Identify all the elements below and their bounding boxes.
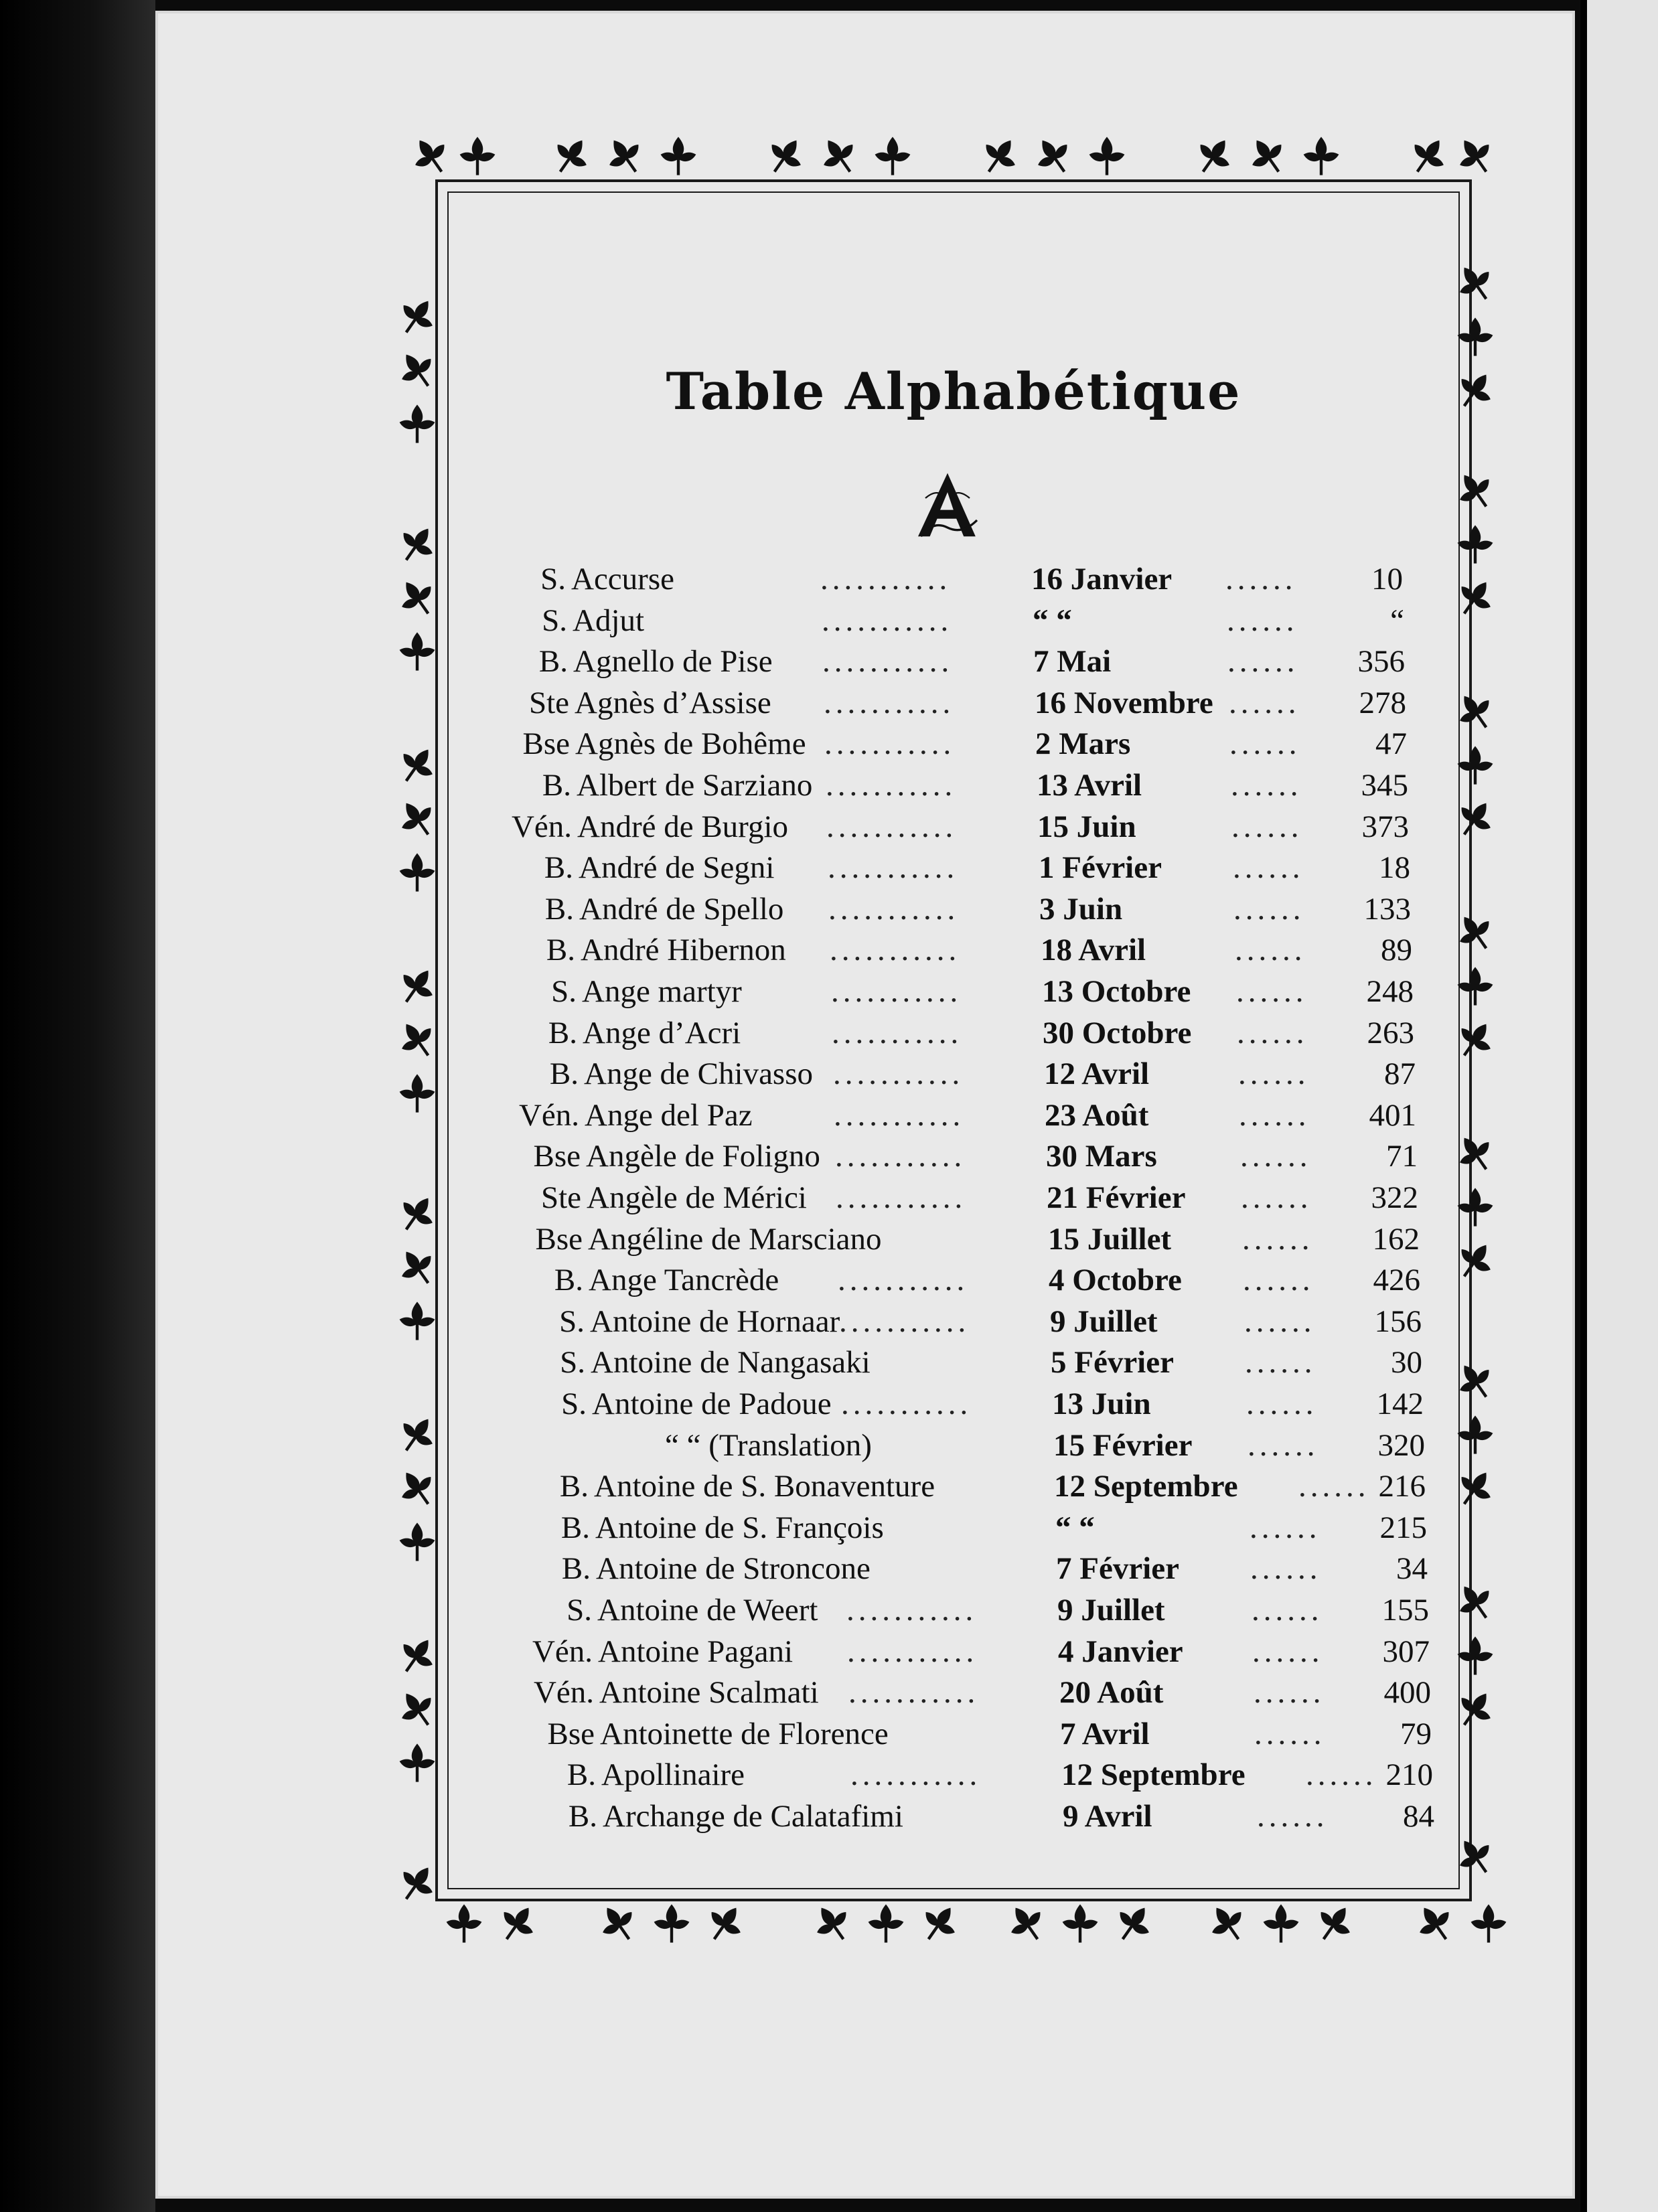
leader-dots: ...... — [1243, 1263, 1314, 1297]
table-row — [0, 1468, 1658, 1506]
entry-title: Bse — [533, 1139, 581, 1174]
leader-dots: ...... — [1242, 1222, 1314, 1257]
table-row — [0, 1304, 1658, 1341]
leader-dots: ...... — [1233, 892, 1305, 927]
leader-dots: ...... — [1231, 809, 1303, 844]
leader-dots: ........... — [850, 1757, 982, 1792]
entry-page-number: 162 — [1372, 1222, 1420, 1257]
entry-page-number: 426 — [1373, 1263, 1420, 1297]
leader-dots: ...... — [1252, 1593, 1323, 1628]
entry-name: Antoine de Padoue — [592, 1387, 832, 1421]
table-row — [0, 891, 1658, 929]
entry-date: 16 Novembre — [1035, 686, 1213, 720]
entry-page-number: 215 — [1379, 1510, 1427, 1545]
entry-date: 12 Septembre — [1061, 1757, 1246, 1792]
entry-title: B. — [561, 1551, 591, 1586]
entry-title: S. — [567, 1593, 592, 1628]
entry-page-number: 278 — [1359, 686, 1406, 720]
entry-name: Antoine Scalmati — [599, 1675, 819, 1710]
table-row — [0, 726, 1658, 763]
entry-name: André de Burgio — [577, 809, 789, 844]
entry-date: 21 Février — [1047, 1180, 1186, 1215]
entry-name: Agnès de Bohême — [575, 726, 806, 761]
entry-date: “ “ — [1033, 603, 1072, 638]
table-row — [0, 1551, 1658, 1588]
entry-date: 7 Mai — [1033, 644, 1112, 679]
entry-page-number: 373 — [1361, 809, 1409, 844]
page-title: Table Alphabétique — [666, 362, 1241, 421]
leader-dots: ...... — [1244, 1304, 1316, 1339]
table-row — [0, 685, 1658, 722]
entry-page-number: 30 — [1391, 1345, 1422, 1380]
leader-dots: ........... — [826, 768, 957, 803]
entry-name: Ange martyr — [582, 974, 742, 1009]
entry-title: B. — [549, 1056, 579, 1091]
leader-dots: ...... — [1250, 1510, 1321, 1545]
entry-name: “ “ (Translation) — [665, 1428, 872, 1463]
fleuron-leaf-icon — [1466, 1901, 1511, 1946]
leader-dots: ........... — [822, 644, 954, 679]
fleuron-leaf-icon — [864, 1901, 908, 1946]
entry-date: 12 Avril — [1044, 1056, 1150, 1091]
entry-date: 20 Août — [1059, 1675, 1164, 1710]
entry-title: B. — [546, 933, 575, 967]
leader-dots: ........... — [848, 1675, 980, 1710]
entry-name: Antoine de Hornaar — [590, 1304, 840, 1339]
entry-date: 13 Juin — [1052, 1387, 1151, 1421]
entry-name: Albert de Sarziano — [577, 768, 813, 803]
entry-name: Adjut — [573, 603, 645, 638]
table-row — [0, 809, 1658, 846]
entry-page-number: 345 — [1361, 768, 1408, 803]
entry-page-number: 210 — [1385, 1757, 1433, 1792]
entry-name: Angèle de Foligno — [586, 1139, 820, 1174]
entry-title: S. — [559, 1304, 585, 1339]
table-row — [0, 1427, 1658, 1465]
table-row — [0, 1757, 1658, 1794]
table-row — [0, 1798, 1658, 1836]
entry-title: B. — [560, 1510, 590, 1545]
fleuron-leaf-icon — [1453, 522, 1497, 566]
table-row — [0, 1716, 1658, 1753]
entry-page-number: 84 — [1403, 1799, 1434, 1834]
leader-dots: ........... — [847, 1634, 978, 1669]
leader-dots: ...... — [1236, 974, 1308, 1009]
entry-title: S. — [561, 1387, 587, 1421]
fleuron-leaf-icon — [650, 1901, 694, 1946]
leader-dots: ...... — [1227, 644, 1299, 679]
entry-page-number: 142 — [1376, 1387, 1424, 1421]
entry-name: Apollinaire — [601, 1757, 745, 1792]
entry-title: Vén. — [511, 809, 572, 844]
leader-dots: ...... — [1235, 933, 1306, 967]
entry-page-number: 356 — [1357, 644, 1405, 679]
table-row — [0, 850, 1658, 887]
entry-date: 9 Juillet — [1057, 1593, 1165, 1628]
leader-dots: ...... — [1257, 1799, 1329, 1834]
entry-name: Accurse — [571, 562, 674, 597]
entry-name: Antoine de Nangasaki — [591, 1345, 871, 1380]
table-row — [0, 1221, 1658, 1259]
entry-page-number: 79 — [1400, 1717, 1432, 1751]
decorated-letter-a-icon — [911, 469, 984, 542]
entry-date: 16 Janvier — [1031, 562, 1173, 597]
entry-title: Bse — [547, 1717, 595, 1751]
leader-dots: ........... — [824, 726, 956, 761]
leader-dots: ........... — [831, 974, 962, 1009]
entry-date: 12 Septembre — [1054, 1469, 1238, 1504]
entry-page-number: 320 — [1377, 1428, 1425, 1463]
entry-page-number: 87 — [1384, 1056, 1416, 1091]
leader-dots: ........... — [834, 1098, 965, 1133]
leader-dots: ...... — [1227, 603, 1298, 638]
entry-name: Ange Tancrède — [589, 1263, 779, 1297]
leader-dots: ........... — [839, 1304, 970, 1339]
entry-name: Antoinette de Florence — [600, 1717, 889, 1751]
entry-name: Antoine de Stroncone — [596, 1551, 871, 1586]
table-row — [0, 643, 1658, 681]
entry-title: B. — [538, 644, 568, 679]
entry-title: B. — [559, 1469, 589, 1504]
fleuron-leaf-icon — [871, 134, 915, 178]
entry-name: Angèle de Mérici — [587, 1180, 807, 1215]
entry-name: Antoine Pagani — [598, 1634, 794, 1669]
leader-dots: ...... — [1306, 1757, 1377, 1792]
entry-title: Vén. — [533, 1675, 594, 1710]
entry-name: André de Spello — [579, 892, 784, 927]
leader-dots: ...... — [1250, 1551, 1322, 1586]
entry-date: “ “ — [1055, 1510, 1095, 1545]
entry-page-number: 89 — [1381, 933, 1412, 967]
table-row — [0, 1674, 1658, 1712]
fleuron-leaf-icon — [1259, 1901, 1303, 1946]
fleuron-leaf-icon — [1085, 134, 1129, 178]
entry-date: 13 Octobre — [1042, 974, 1191, 1009]
table-row — [0, 1138, 1658, 1176]
entry-title: B. — [567, 1757, 596, 1792]
entry-date: 5 Février — [1051, 1345, 1174, 1380]
entry-name: Ange del Paz — [585, 1098, 753, 1133]
leader-dots: ........... — [841, 1387, 972, 1421]
table-row — [0, 1634, 1658, 1671]
entry-title: Bse — [522, 726, 570, 761]
leader-dots: ...... — [1233, 850, 1304, 885]
leader-dots: ........... — [824, 686, 955, 720]
entry-page-number: 155 — [1381, 1593, 1429, 1628]
table-row — [0, 1262, 1658, 1299]
entry-name: Antoine de S. Bonaventure — [594, 1469, 935, 1504]
leader-dots: ........... — [833, 1056, 964, 1091]
entry-date: 9 Juillet — [1050, 1304, 1158, 1339]
entry-page-number: “ — [1390, 603, 1404, 638]
entry-page-number: 322 — [1371, 1180, 1418, 1215]
leader-dots: ...... — [1241, 1180, 1312, 1215]
leader-dots: ........... — [846, 1593, 978, 1628]
entry-date: 15 Juillet — [1048, 1222, 1172, 1257]
entry-title: B. — [542, 768, 571, 803]
table-row — [0, 1386, 1658, 1423]
leader-dots: ...... — [1240, 1139, 1312, 1174]
entry-date: 23 Août — [1045, 1098, 1149, 1133]
entry-title: B. — [548, 1016, 577, 1050]
entry-date: 13 Avril — [1037, 768, 1142, 803]
entry-page-number: 216 — [1378, 1469, 1426, 1504]
leader-dots: ...... — [1254, 1717, 1326, 1751]
fleuron-leaf-icon — [1299, 134, 1343, 178]
leader-dots: ........... — [836, 1180, 967, 1215]
entry-page-number: 156 — [1374, 1304, 1422, 1339]
entry-name: Angéline de Marsciano — [588, 1222, 882, 1257]
entry-page-number: 133 — [1363, 892, 1411, 927]
entry-date: 1 Février — [1039, 850, 1162, 885]
leader-dots: ........... — [828, 892, 960, 927]
table-row — [0, 932, 1658, 969]
leader-dots: ........... — [826, 809, 958, 844]
table-row — [0, 603, 1658, 640]
entry-page-number: 248 — [1366, 974, 1414, 1009]
entry-page-number: 18 — [1379, 850, 1410, 885]
leader-dots: ...... — [1239, 1098, 1310, 1133]
fleuron-leaf-icon — [1453, 315, 1497, 359]
table-row — [0, 1015, 1658, 1052]
leader-dots: ........... — [835, 1139, 966, 1174]
leader-dots: ...... — [1225, 562, 1297, 597]
entry-name: Archange de Calatafimi — [603, 1799, 903, 1834]
entry-title: Vén. — [532, 1634, 593, 1669]
entry-title: S. — [551, 974, 577, 1009]
leader-dots: ...... — [1231, 768, 1302, 803]
fleuron-leaf-icon — [442, 1901, 486, 1946]
entry-date: 7 Février — [1056, 1551, 1179, 1586]
leader-dots: ........... — [822, 603, 953, 638]
leader-dots: ........... — [832, 1016, 963, 1050]
table-row — [0, 1056, 1658, 1093]
leader-dots: ...... — [1245, 1345, 1316, 1380]
entry-page-number: 10 — [1371, 562, 1403, 597]
entry-title: B. — [568, 1799, 597, 1834]
entry-name: Ange d’Acri — [583, 1016, 741, 1050]
table-row — [0, 1510, 1658, 1547]
entry-name: Antoine de Weert — [597, 1593, 818, 1628]
entry-page-number: 263 — [1367, 1016, 1414, 1050]
entry-title: Ste — [528, 686, 569, 720]
entry-page-number: 307 — [1382, 1634, 1430, 1669]
entry-title: Bse — [535, 1222, 583, 1257]
entry-title: B. — [544, 850, 573, 885]
leader-dots: ........... — [830, 933, 961, 967]
entry-date: 9 Avril — [1063, 1799, 1152, 1834]
leader-dots: ...... — [1254, 1675, 1325, 1710]
entry-date: 15 Février — [1053, 1428, 1193, 1463]
leader-dots: ...... — [1238, 1056, 1310, 1091]
fleuron-leaf-icon — [1058, 1901, 1102, 1946]
entry-date: 4 Janvier — [1058, 1634, 1183, 1669]
entry-name: Agnello de Pise — [573, 644, 773, 679]
table-row — [0, 1592, 1658, 1630]
leader-dots: ...... — [1298, 1469, 1370, 1504]
entry-name: Ange de Chivasso — [584, 1056, 814, 1091]
leader-dots: ...... — [1237, 1016, 1308, 1050]
entry-title: B. — [554, 1263, 583, 1297]
table-row — [0, 767, 1658, 805]
entry-page-number: 71 — [1386, 1139, 1418, 1174]
table-row — [0, 1344, 1658, 1382]
entry-date: 7 Avril — [1060, 1717, 1150, 1751]
entry-page-number: 47 — [1375, 726, 1407, 761]
leader-dots: ........... — [828, 850, 959, 885]
leader-dots: ...... — [1229, 686, 1300, 720]
table-row — [0, 973, 1658, 1011]
entry-name: Antoine de S. François — [595, 1510, 884, 1545]
fleuron-leaf-icon — [656, 134, 700, 178]
entry-date: 30 Mars — [1046, 1139, 1157, 1174]
leader-dots: ...... — [1248, 1428, 1319, 1463]
table-row — [0, 561, 1658, 599]
entry-date: 4 Octobre — [1049, 1263, 1182, 1297]
entry-title: Vén. — [518, 1098, 579, 1133]
entry-title: S. — [560, 1345, 585, 1380]
leader-dots: ...... — [1252, 1634, 1324, 1669]
entry-page-number: 34 — [1396, 1551, 1428, 1586]
entry-title: S. — [542, 603, 567, 638]
entry-date: 3 Juin — [1039, 892, 1123, 927]
fleuron-leaf-icon — [455, 134, 500, 178]
leader-dots: ........... — [838, 1263, 969, 1297]
entry-name: André Hibernon — [581, 933, 786, 967]
section-letter: A — [945, 529, 950, 537]
entry-date: 18 Avril — [1041, 933, 1146, 967]
entry-page-number: 401 — [1369, 1098, 1416, 1133]
entry-title: B. — [544, 892, 574, 927]
leader-dots: ...... — [1229, 726, 1301, 761]
entry-date: 15 Juin — [1037, 809, 1136, 844]
entry-name: André de Segni — [579, 850, 775, 885]
leader-dots: ........... — [820, 562, 952, 597]
entry-date: 30 Octobre — [1043, 1016, 1192, 1050]
fleuron-leaf-icon — [395, 402, 439, 446]
entry-name: Agnès d’Assise — [575, 686, 771, 720]
entry-title: S. — [540, 562, 566, 597]
table-row — [0, 1097, 1658, 1135]
entry-page-number: 400 — [1383, 1675, 1431, 1710]
leader-dots: ...... — [1246, 1387, 1318, 1421]
table-row — [0, 1180, 1658, 1217]
entry-title: Ste — [540, 1180, 581, 1215]
entry-date: 2 Mars — [1035, 726, 1131, 761]
